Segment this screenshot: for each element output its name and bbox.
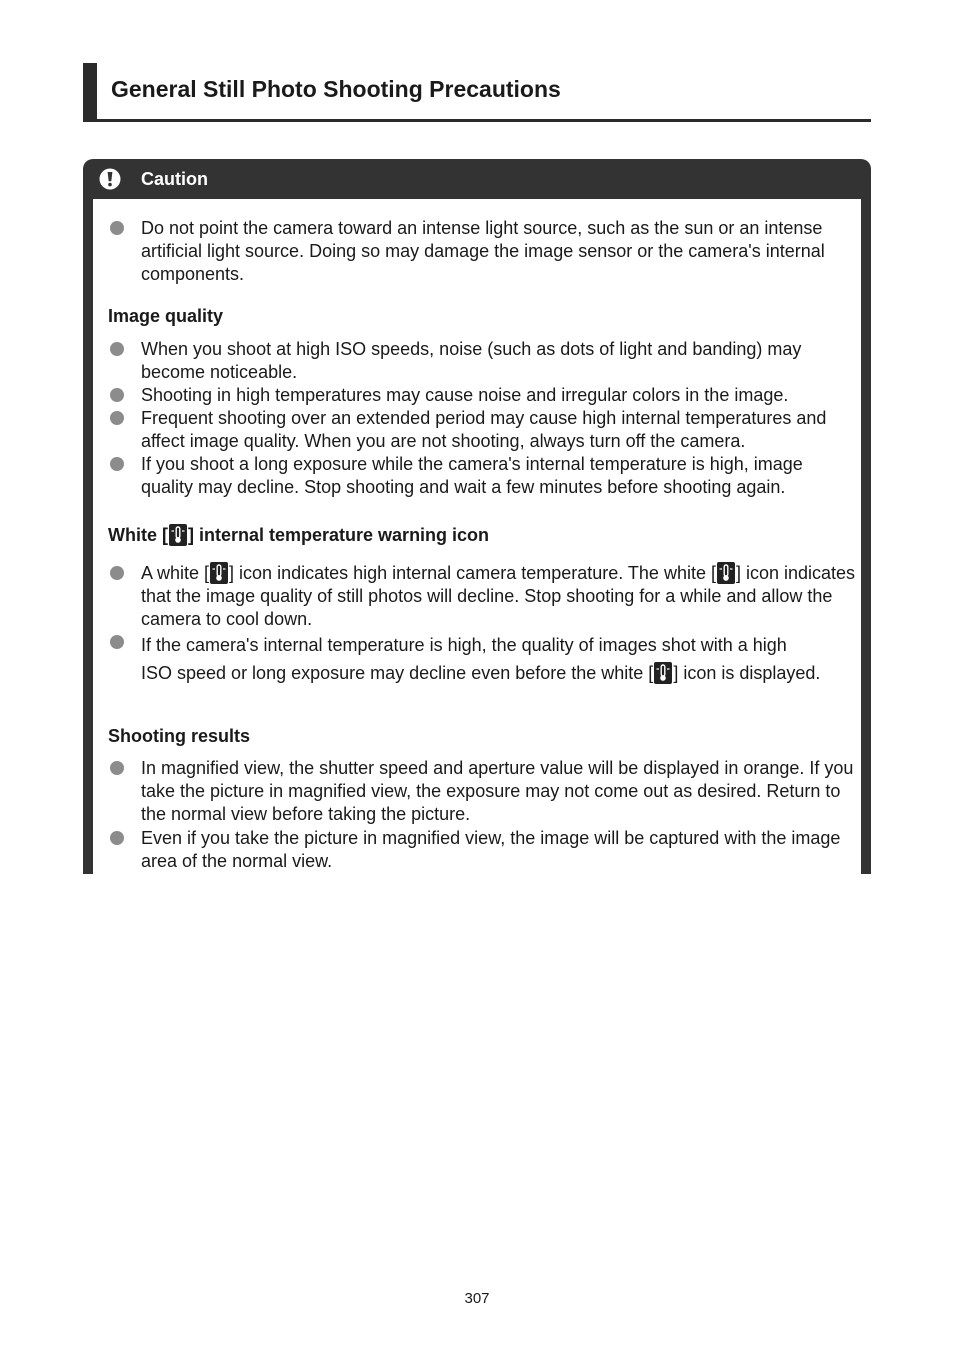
item-text: If the camera's internal temperature is high, the quality of images shot with a high (141, 635, 787, 655)
item-text: ] icon indicates that the image quality of still photos will decline. Stop shooting for a while and allow the camera to cool down. (141, 563, 856, 629)
caution-header (83, 159, 871, 199)
list-item (141, 562, 856, 631)
page-number: 307 (464, 1290, 490, 1307)
thermometer-warning-icon (654, 662, 672, 684)
caution-exclamation-icon (99, 168, 121, 190)
list-item: If you shoot a long exposure while the camera's internal temperature is high, image quality may decline. Stop shooting and wait a few minutes before shooting again. (141, 454, 803, 497)
page-title-bar (83, 63, 871, 122)
list-item: Even if you take the picture in magnified view, the image will be captured with the image area of the normal view. (141, 828, 841, 871)
bullet-marker (110, 411, 124, 425)
caution-label: Caution (141, 169, 208, 189)
list-item: When you shoot at high ISO speeds, noise (such as dots of light and banding) may become noticeable. (141, 339, 802, 382)
thermometer-warning-icon (169, 524, 187, 546)
list-item: Do not point the camera toward an intense light source, such as the sun or an intense artificial light source. Doing so may damage the image sensor or the camera's internal components. (141, 218, 825, 284)
list-item: Shooting in high temperatures may cause noise and irregular colors in the image. (141, 385, 789, 405)
list-item: In magnified view, the shutter speed and aperture value will be displayed in orange. If you take the picture in magnified view, the exposure may not come out as desired. Return to the normal view before taking the picture. (141, 758, 854, 824)
bullet-marker (110, 342, 124, 356)
bullet-marker (110, 457, 124, 471)
list-item (141, 631, 856, 687)
caution-body (93, 199, 861, 874)
bullet-marker (110, 761, 124, 775)
thermometer-warning-icon (210, 562, 228, 584)
heading-text: White [ (108, 525, 168, 545)
item-text: ISO speed or long exposure may decline even before the white [ (141, 663, 654, 683)
list-item: Frequent shooting over an extended period may cause high internal temperatures and affect image quality. When you are not shooting, always turn off the camera. (141, 408, 827, 451)
item-text: A white [ (141, 563, 210, 583)
bullet-marker (110, 221, 124, 235)
heading-text: ] internal temperature warning icon (188, 525, 490, 545)
bullet-marker (110, 388, 124, 402)
item-text: ] icon is displayed. (673, 663, 821, 683)
bullet-marker (110, 831, 124, 845)
page-title: General Still Photo Shooting Precautions (111, 76, 561, 102)
bullet-marker (110, 635, 124, 649)
thermometer-warning-icon (717, 562, 735, 584)
caution-box (83, 159, 871, 874)
section-heading-image-quality: Image quality (108, 306, 224, 326)
bullet-marker (110, 566, 124, 580)
item-text: ] icon indicates high internal camera temperature. The white [ (229, 563, 716, 583)
title-accent-bar (83, 63, 97, 122)
section-heading-temperature-warning (108, 524, 489, 546)
section-heading-shooting-results: Shooting results (108, 726, 251, 746)
